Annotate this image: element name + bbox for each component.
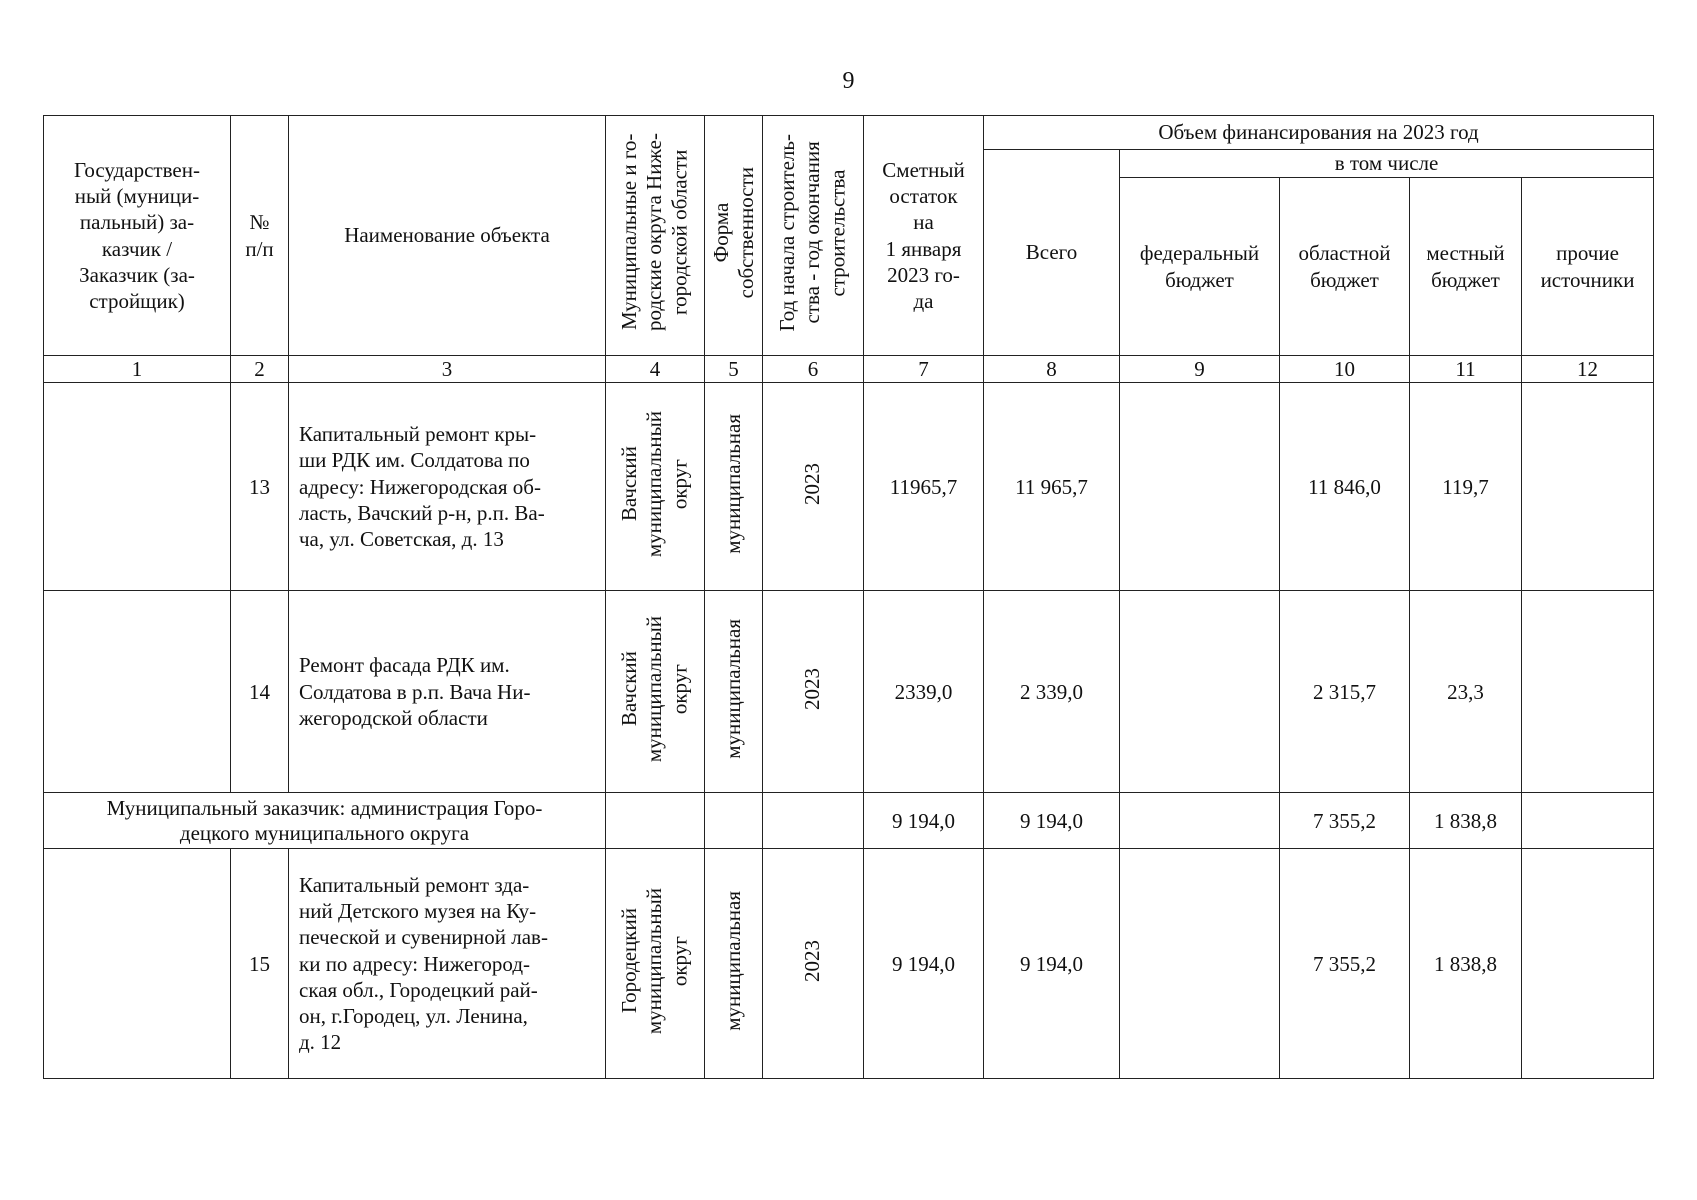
header-other: прочие источники [1522,178,1654,356]
table-row [44,849,1654,1079]
header-funding: Объем финансирования на 2023 год [984,116,1654,150]
customer-cell [44,849,231,1079]
customer-cell [44,383,231,591]
header-number: № п/п [231,116,289,356]
column-number: 1 [44,356,231,383]
federal-cell [1120,591,1280,793]
column-number: 10 [1280,356,1410,383]
column-numbers-row [44,356,1654,383]
header-regional: областной бюджет [1280,178,1410,356]
header-total: Всего [984,150,1120,356]
other-cell [1522,793,1654,849]
customer-summary-row [44,793,1654,849]
header-customer: Государствен- ный (муници- пальный) за- казчик / Заказчик (за- стройщик) [44,116,231,356]
column-number: 8 [984,356,1120,383]
header-federal: федеральный бюджет [1120,178,1280,356]
years-cell [763,793,864,849]
total-cell: 9 194,0 [984,793,1120,849]
other-cell [1522,383,1654,591]
federal-cell [1120,849,1280,1079]
district-cell [606,793,705,849]
column-number: 12 [1522,356,1654,383]
object-name: Ремонт фасада РДК им. Солдатова в р.п. Вача Ни- жегородской области [289,591,606,793]
object-name: Капитальный ремонт кры- ши РДК им. Солдатова по адресу: Нижегородская об- ласть, Вачский р-н, р.п. Ва- ча, ул. Советская, д. 13 [289,383,606,591]
column-number: 11 [1410,356,1522,383]
object-name: Капитальный ремонт зда- ний Детского музея на Ку- печеской и сувенирной лав- ки по адресу: Нижегород- ская обл., Городецкий рай- он, г.Городец, ул. Ленина, д. 12 [289,849,606,1079]
local-cell: 23,3 [1410,591,1522,793]
regional-cell: 7 355,2 [1280,849,1410,1079]
table-row [44,383,1654,591]
column-number: 2 [231,356,289,383]
header-districts: Муниципальные и го- родские округа Ниже- городской области [606,116,705,356]
column-number: 5 [705,356,763,383]
column-number: 6 [763,356,864,383]
estimate-cell: 2339,0 [864,591,984,793]
financing-table [43,115,1654,1079]
column-number: 9 [1120,356,1280,383]
row-number: 14 [231,591,289,793]
other-cell [1522,591,1654,793]
local-cell: 1 838,8 [1410,849,1522,1079]
header-years: Год начала строитель- ства - год окончания строительства [763,116,864,356]
federal-cell [1120,793,1280,849]
row-number: 15 [231,849,289,1079]
total-cell: 2 339,0 [984,591,1120,793]
district-cell: Городецкий муниципальный округ [606,849,705,1079]
header-ownership: Форма собственности [705,116,763,356]
total-cell: 9 194,0 [984,849,1120,1079]
column-number: 3 [289,356,606,383]
federal-cell [1120,383,1280,591]
header-including: в том числе [1120,150,1654,178]
years-cell: 2023 [763,591,864,793]
total-cell: 11 965,7 [984,383,1120,591]
header-local: местный бюджет [1410,178,1522,356]
years-cell: 2023 [763,383,864,591]
district-cell: Вачский муниципальный округ [606,591,705,793]
column-number: 4 [606,356,705,383]
district-cell: Вачский муниципальный округ [606,383,705,591]
regional-cell: 2 315,7 [1280,591,1410,793]
local-cell: 119,7 [1410,383,1522,591]
ownership-cell: муниципальная [705,383,763,591]
header-estimate: Сметный остаток на 1 января 2023 го- да [864,116,984,356]
regional-cell: 11 846,0 [1280,383,1410,591]
ownership-cell: муниципальная [705,591,763,793]
years-cell: 2023 [763,849,864,1079]
estimate-cell: 9 194,0 [864,793,984,849]
customer-cell [44,591,231,793]
ownership-cell: муниципальная [705,849,763,1079]
page-number: 9 [842,68,855,94]
regional-cell: 7 355,2 [1280,793,1410,849]
row-number: 13 [231,383,289,591]
other-cell [1522,849,1654,1079]
table-row [44,591,1654,793]
customer-label: Муниципальный заказчик: администрация Горо- децкого муниципального округа [44,793,606,849]
local-cell: 1 838,8 [1410,793,1522,849]
estimate-cell: 9 194,0 [864,849,984,1079]
estimate-cell: 11965,7 [864,383,984,591]
ownership-cell [705,793,763,849]
column-number: 7 [864,356,984,383]
header-object-name: Наименование объекта [289,116,606,356]
